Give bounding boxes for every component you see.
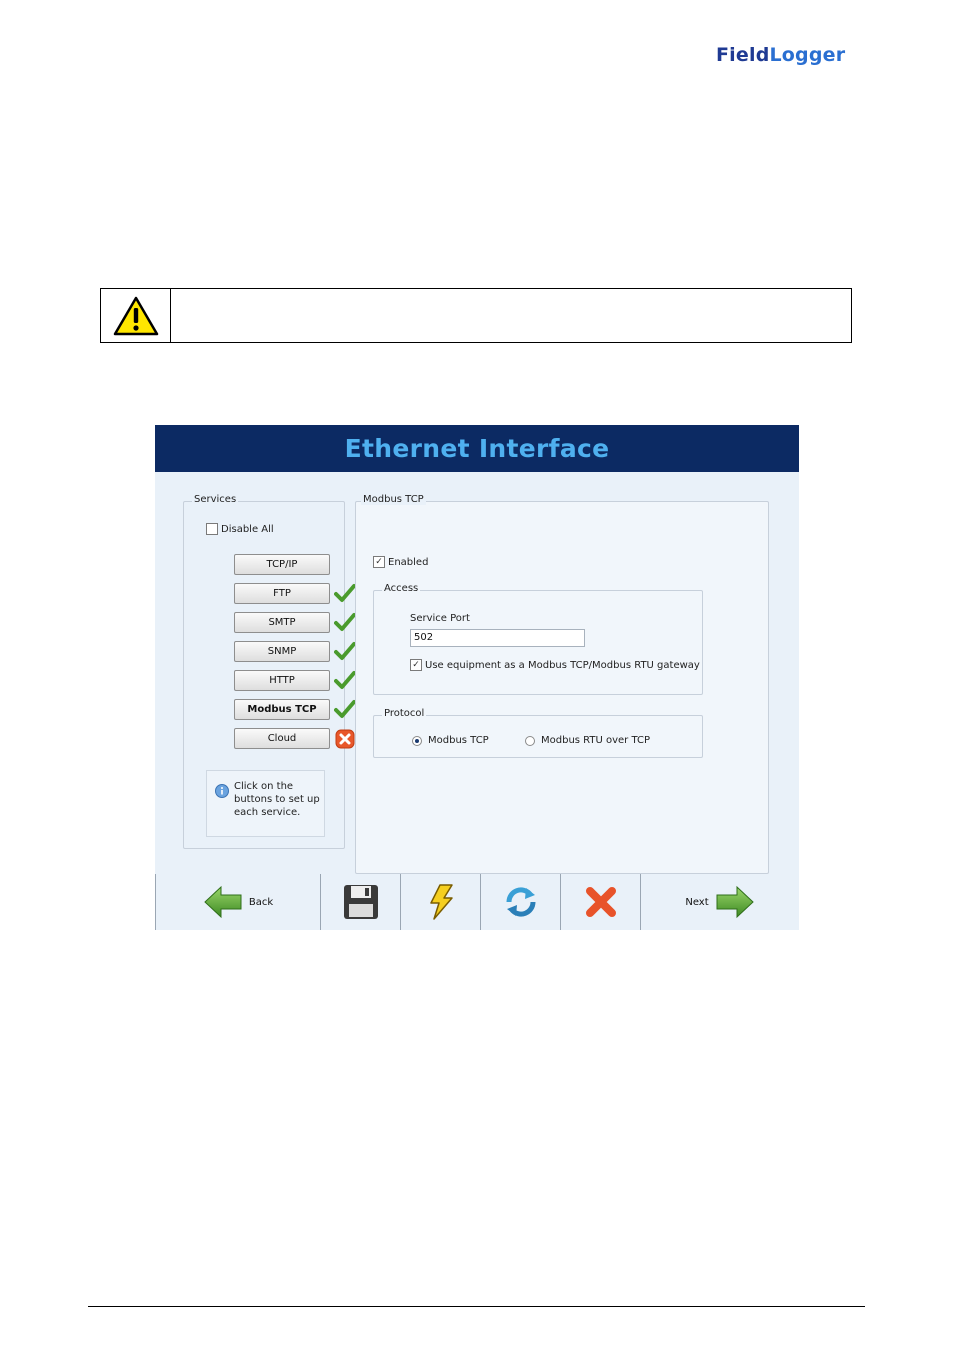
- cancel-button[interactable]: [560, 874, 640, 930]
- ftp-button-label: FTP: [273, 588, 291, 599]
- enabled-label: Enabled: [388, 556, 429, 568]
- lightning-icon: [426, 884, 456, 920]
- access-group: [373, 583, 703, 695]
- logo-part1: Field: [716, 44, 770, 66]
- next-label: Next: [685, 896, 709, 908]
- fieldlogger-logo: [716, 44, 845, 66]
- title-bar: [155, 425, 799, 472]
- tcpip-button[interactable]: [234, 554, 330, 575]
- next-arrow-icon: [715, 885, 755, 919]
- modbus-tcp-radio-circle[interactable]: [412, 736, 422, 746]
- ethernet-interface-window: [155, 425, 799, 930]
- disable-all-checkbox[interactable]: [206, 523, 274, 535]
- modbus-rtu-radio-label: Modbus RTU over TCP: [541, 735, 651, 746]
- footer-divider: [88, 1306, 865, 1307]
- ftp-button[interactable]: [234, 583, 330, 604]
- warning-box: [100, 288, 852, 343]
- window-title: Ethernet Interface: [344, 434, 610, 463]
- modbus-tcp-group-title: Modbus TCP: [363, 494, 424, 505]
- info-text: Click on the buttons to set up each service.: [234, 781, 320, 818]
- send-config-button[interactable]: [400, 874, 480, 930]
- back-button[interactable]: [155, 874, 320, 930]
- modbus-tcp-button-label: Modbus TCP: [247, 704, 317, 715]
- logo-part2: Logger: [769, 44, 846, 66]
- http-button-label: HTTP: [269, 675, 295, 686]
- warning-icon-cell: [101, 289, 171, 342]
- access-group-title: Access: [384, 583, 419, 594]
- tcpip-button-label: TCP/IP: [266, 559, 298, 570]
- save-icon: [342, 883, 380, 921]
- modbus-rtu-radio-circle[interactable]: [525, 736, 535, 746]
- modbus-tcp-button[interactable]: [234, 699, 330, 720]
- check-icon: [334, 612, 356, 632]
- smtp-button[interactable]: [234, 612, 330, 633]
- enabled-checkbox[interactable]: [373, 556, 428, 568]
- http-button[interactable]: [234, 670, 330, 691]
- cloud-button[interactable]: [234, 728, 330, 749]
- back-arrow-icon: [203, 885, 243, 919]
- http-status: [334, 669, 356, 691]
- service-port-label: Service Port: [410, 613, 470, 624]
- service-port-input[interactable]: 502: [410, 629, 585, 647]
- enabled-box[interactable]: ✓: [373, 556, 385, 568]
- modbus-rtu-over-tcp-radio[interactable]: [525, 735, 650, 746]
- modbus-tcp-group: [355, 494, 769, 874]
- disable-all-box[interactable]: [206, 523, 218, 535]
- modbus-tcp-status: [334, 698, 356, 720]
- disable-all-label: Disable All: [221, 523, 274, 535]
- check-icon: [334, 641, 356, 661]
- next-button[interactable]: [640, 874, 799, 930]
- modbus-tcp-radio-label: Modbus TCP: [428, 735, 489, 746]
- back-label: Back: [248, 896, 274, 908]
- protocol-group-title: Protocol: [384, 708, 425, 719]
- error-icon: [335, 729, 355, 749]
- bottom-toolbar: [155, 874, 799, 930]
- ftp-status: [334, 582, 356, 604]
- cloud-button-label: Cloud: [267, 733, 297, 744]
- snmp-button[interactable]: [234, 641, 330, 662]
- services-group-title: Services: [194, 494, 237, 505]
- snmp-status: [334, 640, 356, 662]
- cloud-status: [334, 728, 356, 750]
- info-icon: [215, 784, 229, 798]
- warning-icon: [113, 295, 159, 337]
- services-group: [183, 494, 345, 849]
- smtp-status: [334, 611, 356, 633]
- gateway-checkbox[interactable]: [410, 659, 700, 671]
- close-icon: [584, 885, 618, 919]
- modbus-tcp-radio[interactable]: [412, 735, 489, 746]
- info-box: [206, 770, 325, 837]
- check-icon: [334, 699, 356, 719]
- refresh-button[interactable]: [480, 874, 560, 930]
- gateway-label: Use equipment as a Modbus TCP/Modbus RTU gateway: [425, 659, 700, 671]
- snmp-button-label: SNMP: [267, 646, 297, 657]
- check-icon: [334, 670, 356, 690]
- check-icon: [334, 583, 356, 603]
- smtp-button-label: SMTP: [268, 617, 296, 628]
- save-button[interactable]: [320, 874, 400, 930]
- gateway-box[interactable]: ✓: [410, 659, 422, 671]
- refresh-icon: [503, 884, 539, 920]
- protocol-group: [373, 708, 703, 758]
